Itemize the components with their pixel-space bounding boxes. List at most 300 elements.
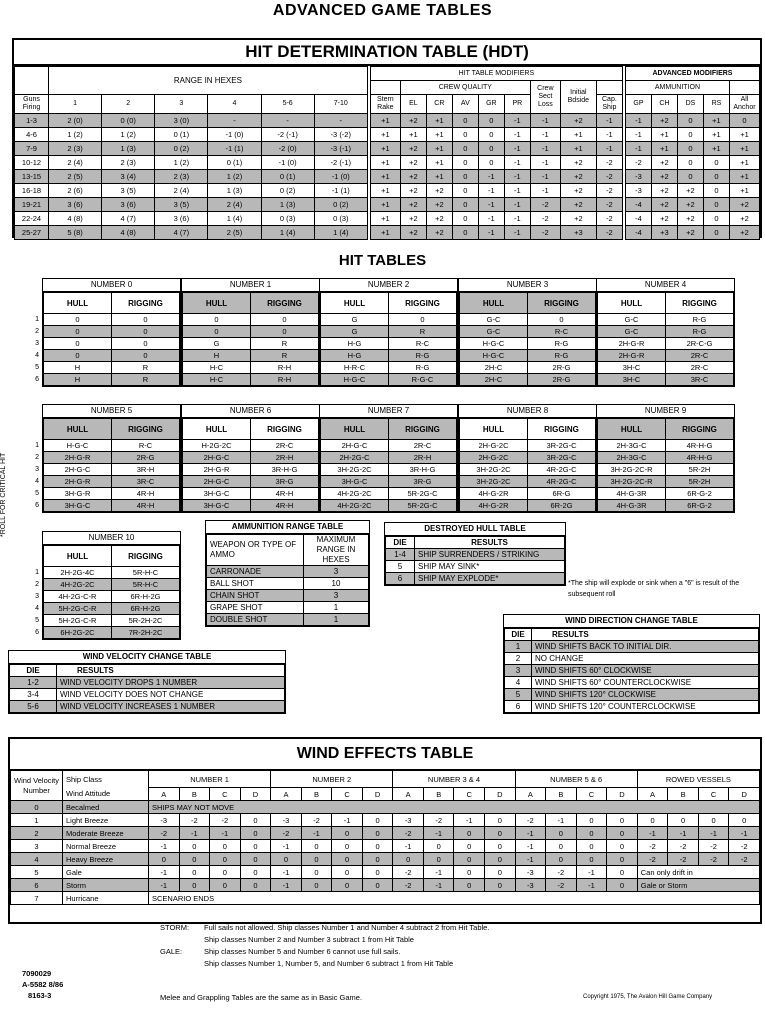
wet-cell: 0	[301, 879, 332, 892]
hdt-cell: +2	[677, 212, 703, 226]
wet-cell: 0	[179, 840, 210, 853]
hull-cell: 3H-G-C	[321, 476, 389, 488]
hull-header: HULL	[321, 293, 389, 314]
hull-cell: 2H-G-R	[183, 464, 251, 476]
rigging-cell: 5R-H-C	[112, 579, 180, 591]
hull-cell: 3H-2G-2C-R	[598, 464, 666, 476]
hdt-cell: -3 (-1)	[314, 142, 367, 156]
hdt-modifiers-header: HIT TABLE MODIFIERS	[370, 67, 622, 81]
hull-cell: G-C	[598, 326, 666, 338]
wet-row	[11, 840, 760, 853]
ammo_table-row	[207, 614, 369, 626]
wet-letter: D	[729, 788, 760, 801]
rigging-cell: 6R-G-2	[666, 488, 734, 500]
wet-row	[11, 827, 760, 840]
hit-table-grid	[459, 292, 596, 386]
hdt-cell: -1	[504, 226, 530, 240]
hdt-cell: -2	[530, 212, 560, 226]
hull-cell: 4H-2G-C-R	[44, 591, 112, 603]
wet-cell: 0	[423, 853, 454, 866]
hdt-colhdr-16: GP	[625, 95, 651, 114]
hdt-cell: 0	[478, 128, 504, 142]
hdt-cell: +2	[426, 212, 452, 226]
hdt-cell: 0	[677, 170, 703, 184]
wet-cell: 0	[668, 814, 699, 827]
hit-table-number-3	[458, 278, 597, 387]
wet-cell: -1	[546, 814, 577, 827]
wet-attitude: Light Breeze	[63, 814, 149, 827]
wet-cell: 0	[332, 827, 363, 840]
hdt-cell: -1	[504, 142, 530, 156]
hull-header: HULL	[183, 293, 251, 314]
hdt-row	[15, 114, 760, 128]
rigging-header: RIGGING	[251, 419, 319, 440]
wet-cell: Gale or Storm	[637, 879, 759, 892]
hdt-cell: +1	[426, 156, 452, 170]
hdt-cell: -2	[596, 212, 622, 226]
wet-letter: A	[393, 788, 424, 801]
hit-table-row	[183, 314, 319, 326]
wind_direction-cell: WIND SHIFTS 60° COUNTERCLOCKWISE	[532, 677, 759, 689]
wet-cell: 0	[607, 879, 638, 892]
wet-cell: 0	[607, 840, 638, 853]
hit-table-row	[460, 314, 596, 326]
hdt-cell: -1	[478, 198, 504, 212]
hit-table-row	[460, 476, 596, 488]
hit-table-row	[321, 464, 457, 476]
hdt-cell: +2	[651, 184, 677, 198]
wet-cell: -3	[515, 866, 546, 879]
hdt-cell: 0 (2)	[261, 184, 314, 198]
hdt-cell: -1	[504, 128, 530, 142]
hit-table-row	[44, 362, 180, 374]
wet-cell: 0	[301, 840, 332, 853]
hdt-cell: -2	[596, 170, 622, 184]
wet-cell: 0	[485, 866, 516, 879]
hit-row-number: 5	[35, 617, 39, 624]
hdt-cell: -4	[625, 212, 651, 226]
hit-table-row	[44, 440, 180, 452]
hull-cell: 0	[183, 326, 251, 338]
hdt-cell: +2	[400, 226, 426, 240]
wind_direction-row	[505, 653, 759, 665]
hdt-cell: -1	[625, 114, 651, 128]
wet-cell: 0	[362, 840, 393, 853]
rigging-cell: R-G-C	[389, 374, 457, 386]
hdt-cell: 3 (5)	[155, 198, 208, 212]
hdt-cell: +1	[370, 128, 400, 142]
wet-cell: 0	[485, 840, 516, 853]
wet-cell: 0	[362, 827, 393, 840]
hit-table-row	[598, 350, 734, 362]
hit-table-row	[321, 488, 457, 500]
wet-cell: 0	[485, 814, 516, 827]
rigging-header: RIGGING	[666, 419, 734, 440]
hit-table-header	[321, 293, 457, 314]
rigging-cell: 2R-G	[528, 374, 596, 386]
hdt-cell: -1	[530, 156, 560, 170]
hdt-cell: +1	[729, 142, 759, 156]
hit-table-row	[460, 338, 596, 350]
hit-table-row	[598, 338, 734, 350]
rigging-cell: 2R-C	[251, 440, 319, 452]
rigging-cell: 4R-H	[251, 488, 319, 500]
hull-header: HULL	[460, 419, 528, 440]
hdt-cell: +2	[560, 156, 596, 170]
wet-h-velocity: Wind Velocity Number	[11, 771, 63, 801]
hull-cell: 2H-2G-4C	[44, 567, 112, 579]
hdt-cell: +1	[729, 170, 759, 184]
wind_direction-cell: 5	[505, 689, 532, 701]
hdt-cell: 1 (2)	[155, 156, 208, 170]
hit-table-row	[183, 464, 319, 476]
wet-letter: D	[240, 788, 271, 801]
wind_direction-cell: WIND SHIFTS 120° CLOCKWISE	[532, 689, 759, 701]
ammo_table-row	[207, 590, 369, 602]
hdt-cell: -1 (0)	[314, 170, 367, 184]
hull-cell: 0	[183, 314, 251, 326]
wind_direction-cell: NO CHANGE	[532, 653, 759, 665]
wet-row	[11, 879, 760, 892]
wet-cell: -2	[179, 814, 210, 827]
hit-table-number-4	[596, 278, 735, 387]
hdt-cell: 2 (4)	[155, 184, 208, 198]
hit-table-row	[460, 464, 596, 476]
rigging-cell: R-H	[251, 374, 319, 386]
rigging-cell: 2R-C	[666, 362, 734, 374]
hull-cell: 3H-C	[598, 374, 666, 386]
hit-table-row	[321, 350, 457, 362]
wind-velocity-table	[8, 650, 286, 714]
hit-table-header	[598, 419, 734, 440]
wet-cell: -2	[393, 879, 424, 892]
hull-cell: H-G	[321, 338, 389, 350]
hdt-cell: -1	[504, 114, 530, 128]
wet-cell: 0	[240, 840, 271, 853]
hdt-cell: 0	[677, 128, 703, 142]
hit-table-title: NUMBER 2	[320, 279, 457, 292]
wet-velocity: 4	[11, 853, 63, 866]
hull-cell: 4H-2G-2C	[321, 488, 389, 500]
wet-cell: 0	[546, 840, 577, 853]
hdt-colhdr-17: CH	[651, 95, 677, 114]
wet-cell: -1	[423, 866, 454, 879]
rigging-cell: 2R-H	[251, 452, 319, 464]
hdt-cell: -4	[625, 198, 651, 212]
hull-cell: H	[44, 362, 112, 374]
rigging-cell: 2R-G	[112, 452, 180, 464]
wet-letter: C	[332, 788, 363, 801]
print-code-1: 7090029	[22, 969, 52, 978]
hit-table-grid	[182, 418, 319, 512]
hull-cell: 3H-G-C	[44, 500, 112, 512]
wind_direction-row	[505, 701, 759, 713]
wet-cell: 0	[240, 879, 271, 892]
hit-table-row	[44, 374, 180, 386]
hit-table-row	[44, 567, 180, 579]
wet-cell: 0	[301, 866, 332, 879]
hdt-cell: 19-21	[15, 198, 49, 212]
wet-cell: -1	[179, 827, 210, 840]
hit-table-header	[460, 293, 596, 314]
hull-header: HULL	[44, 293, 112, 314]
hull-cell: H-G	[321, 350, 389, 362]
hit-row-number: 4	[35, 352, 39, 359]
wet-attitude: Gale	[63, 866, 149, 879]
hdt-cell: +2	[400, 198, 426, 212]
hdt-cell: 0	[452, 226, 478, 240]
hdt-cell: +1	[426, 142, 452, 156]
wet-cell: -1	[668, 827, 699, 840]
wet-cell: -1	[210, 827, 241, 840]
hdt-cell: -1	[504, 170, 530, 184]
rigging-cell: 5R-2H-2C	[112, 615, 180, 627]
hdt-cell: -1	[504, 198, 530, 212]
hit-table-title: NUMBER 6	[182, 405, 319, 418]
rigging-cell: 6R-H-2G	[112, 591, 180, 603]
wet-cell: 0	[485, 879, 516, 892]
hit-table-row	[460, 452, 596, 464]
wet-cell: 0	[698, 814, 729, 827]
wind_velocity-row	[10, 689, 285, 701]
hull-cell: 2H-G-C	[321, 440, 389, 452]
rigging-header: RIGGING	[389, 293, 457, 314]
hdt-cell: 2 (3)	[155, 170, 208, 184]
hull-cell: 2H-G-C	[183, 452, 251, 464]
wet-velocity: 1	[11, 814, 63, 827]
hdt-cell: 0	[452, 156, 478, 170]
wet-cell: -1	[515, 827, 546, 840]
rigging-cell: 4R-H	[112, 500, 180, 512]
hdt-cell: 0 (3)	[261, 212, 314, 226]
wet-cell: -1	[271, 866, 302, 879]
hit-table-row	[460, 440, 596, 452]
ammo-range-table	[205, 520, 370, 627]
wet-cell: -3	[149, 814, 180, 827]
wind-notes	[160, 922, 760, 970]
hdt-cell: -1	[504, 184, 530, 198]
hull-cell: 2H-2G-C	[321, 452, 389, 464]
hull-cell: 2H-G-R	[598, 338, 666, 350]
rigging-cell: 2R-G	[528, 362, 596, 374]
wet-cell: -2	[515, 814, 546, 827]
wet-cell: 0	[240, 827, 271, 840]
hit-table-row	[183, 500, 319, 512]
wet-attitude: Becalmed	[63, 801, 149, 814]
ammo_table-row	[207, 578, 369, 590]
wet-cell: -3	[393, 814, 424, 827]
wet-letter: B	[179, 788, 210, 801]
hit-table-grid	[43, 292, 180, 386]
wet-letter: B	[668, 788, 699, 801]
hdt-cell: -2 (-1)	[261, 128, 314, 142]
hit-table-row	[321, 338, 457, 350]
hdt-colhdr-18: DS	[677, 95, 703, 114]
wet-row	[11, 892, 760, 905]
wind_direction-row	[505, 641, 759, 653]
wet-cell: 0	[240, 853, 271, 866]
hit-table-header	[183, 293, 319, 314]
wet-cell: -2	[637, 840, 668, 853]
rigging-cell: 4R-H	[251, 500, 319, 512]
hdt-cell: -2 (-1)	[314, 156, 367, 170]
hdt-cell: 4-6	[15, 128, 49, 142]
hdt-cell: 2 (6)	[49, 184, 102, 198]
hdt-cell: +2	[560, 114, 596, 128]
hdt-cell: -1	[596, 128, 622, 142]
hdt-colhdr-19: RS	[703, 95, 729, 114]
wet-cell: -1	[515, 853, 546, 866]
hdt-row	[15, 226, 760, 240]
destroyed_hull-cell: 5	[386, 561, 415, 573]
hit-table-title: NUMBER 3	[459, 279, 596, 292]
hdt-title: HIT DETERMINATION TABLE (HDT)	[14, 40, 760, 66]
hull-cell: H-C	[183, 374, 251, 386]
hdt-cell: 0	[478, 114, 504, 128]
hit-table-number-8	[458, 404, 597, 513]
hdt-cell: +2	[400, 156, 426, 170]
hdt-advanced-header: ADVANCED MODIFIERS	[625, 67, 759, 81]
hull-cell: 0	[44, 314, 112, 326]
rigging-cell: 4R-H-G	[666, 440, 734, 452]
hit-table-row	[44, 488, 180, 500]
wet-cell: 0	[332, 840, 363, 853]
hdt-cell: 0	[452, 128, 478, 142]
hdt-cell: +1	[560, 128, 596, 142]
hit-table-row	[183, 440, 319, 452]
wet-letter: C	[698, 788, 729, 801]
hdt-cell: -3	[625, 184, 651, 198]
hdt-cell: 3 (6)	[49, 198, 102, 212]
hit-table-grid	[459, 418, 596, 512]
hull-cell: 3H-C	[598, 362, 666, 374]
hit-table-grid	[182, 292, 319, 386]
wind-velocity-col1: DIE	[10, 665, 57, 677]
ammo_table-cell: 10	[304, 578, 369, 590]
critical-hit-note: *ROLL FOR CRITICAL HIT	[0, 452, 7, 538]
hdt-cell: 1 (4)	[314, 226, 367, 240]
hdt-crew-quality: CREW QUALITY	[400, 81, 530, 95]
wet-span-cell: SCENARIO ENDS	[149, 892, 760, 905]
hdt-cell: 4 (8)	[102, 226, 155, 240]
hdt-cell: -2	[596, 226, 622, 240]
wind_velocity-cell: WIND VELOCITY INCREASES 1 NUMBER	[57, 701, 285, 713]
rigging-cell: 3R-G	[251, 476, 319, 488]
rigging-cell: 5R-2H	[666, 464, 734, 476]
hull-cell: 0	[44, 338, 112, 350]
hit-tables-title: HIT TABLES	[338, 252, 427, 269]
destroyed_hull-cell: SHIP MAY EXPLODE*	[415, 573, 565, 585]
wind-direction-col2: RESULTS	[532, 629, 759, 641]
hit-table-title: NUMBER 0	[43, 279, 180, 292]
wet-letter: B	[423, 788, 454, 801]
hit-table-header	[183, 419, 319, 440]
hit-table-row	[460, 350, 596, 362]
hdt-cell: -1	[530, 128, 560, 142]
hull-header: HULL	[321, 419, 389, 440]
rigging-cell: R-C	[389, 338, 457, 350]
rigging-header: RIGGING	[528, 419, 596, 440]
ammo_table-cell: CARRONADE	[207, 566, 304, 578]
hdt-cell: +2	[400, 170, 426, 184]
hit-table-title: NUMBER 10	[43, 532, 180, 545]
hdt-cell: -	[261, 114, 314, 128]
hdt-cell: +2	[560, 170, 596, 184]
hdt-cell: +1	[729, 128, 759, 142]
wet-cell: 0	[210, 840, 241, 853]
wind_direction-cell: 3	[505, 665, 532, 677]
hit-table-grid	[43, 418, 180, 512]
wet-span-cell: SHIPS MAY NOT MOVE	[149, 801, 760, 814]
hit-row-number: 6	[35, 376, 39, 383]
hit-table-row	[44, 627, 180, 639]
hdt-cell: -1	[625, 142, 651, 156]
hdt-cell: +2	[400, 212, 426, 226]
wet-cell: 0	[301, 853, 332, 866]
hdt-cell: 1 (4)	[261, 226, 314, 240]
wet-cell: 0	[271, 853, 302, 866]
hull-cell: 2H-G-R	[44, 476, 112, 488]
hit-table-row	[321, 476, 457, 488]
hdt-cell: 0	[703, 184, 729, 198]
hdt-cell: -	[314, 114, 367, 128]
hit-row-number: 6	[35, 629, 39, 636]
hdt-cell: +3	[651, 226, 677, 240]
hit-table-grid	[597, 418, 734, 512]
hdt-cell: 10-12	[15, 156, 49, 170]
hit-table-row	[183, 362, 319, 374]
hull-cell: H-2G-2C	[183, 440, 251, 452]
wet-cell: 0	[240, 814, 271, 827]
destroyed_hull-cell: SHIP MAY SINK*	[415, 561, 565, 573]
wet-velocity: 3	[11, 840, 63, 853]
wet-cell: 0	[362, 814, 393, 827]
wet-letter: A	[271, 788, 302, 801]
hit-table-number-10	[42, 531, 181, 640]
hdt-cell: 16-18	[15, 184, 49, 198]
wet-letter: A	[637, 788, 668, 801]
hull-cell: G-C	[460, 314, 528, 326]
wet-letter: C	[576, 788, 607, 801]
hdt-cell: 3 (4)	[102, 170, 155, 184]
hit-table-row	[44, 452, 180, 464]
copyright: Copyright 1975, The Avalon Hill Game Company	[583, 994, 713, 1000]
rigging-cell: R-G	[666, 314, 734, 326]
hdt-cell: 0 (2)	[314, 198, 367, 212]
hdt-cell: -3 (-2)	[314, 128, 367, 142]
hdt-colhdr-4: 4	[208, 95, 261, 114]
rigging-cell: R-G	[528, 338, 596, 350]
hdt-colhdr-3: 3	[155, 95, 208, 114]
print-codes	[22, 968, 102, 1001]
hit-table-row	[598, 500, 734, 512]
hull-cell: 3H-G-C	[183, 488, 251, 500]
wet-cell: -1	[454, 814, 485, 827]
hdt-cell: +1	[400, 128, 426, 142]
hdt-colhdr-9: CR	[426, 95, 452, 114]
wet-cell: 0	[454, 866, 485, 879]
wet-cell: -1	[271, 840, 302, 853]
hdt-cell: -1	[504, 156, 530, 170]
wet-cell: 0	[454, 827, 485, 840]
wet-cell: 0	[362, 853, 393, 866]
hdt-cell: 1 (3)	[261, 198, 314, 212]
rigging-cell: 6R-H-2G	[112, 603, 180, 615]
hdt-ammunition: AMMUNITION	[625, 81, 729, 95]
wet-attitude: Storm	[63, 879, 149, 892]
wind-velocity-title: WIND VELOCITY CHANGE TABLE	[9, 651, 285, 664]
wet-cell: 0	[332, 853, 363, 866]
